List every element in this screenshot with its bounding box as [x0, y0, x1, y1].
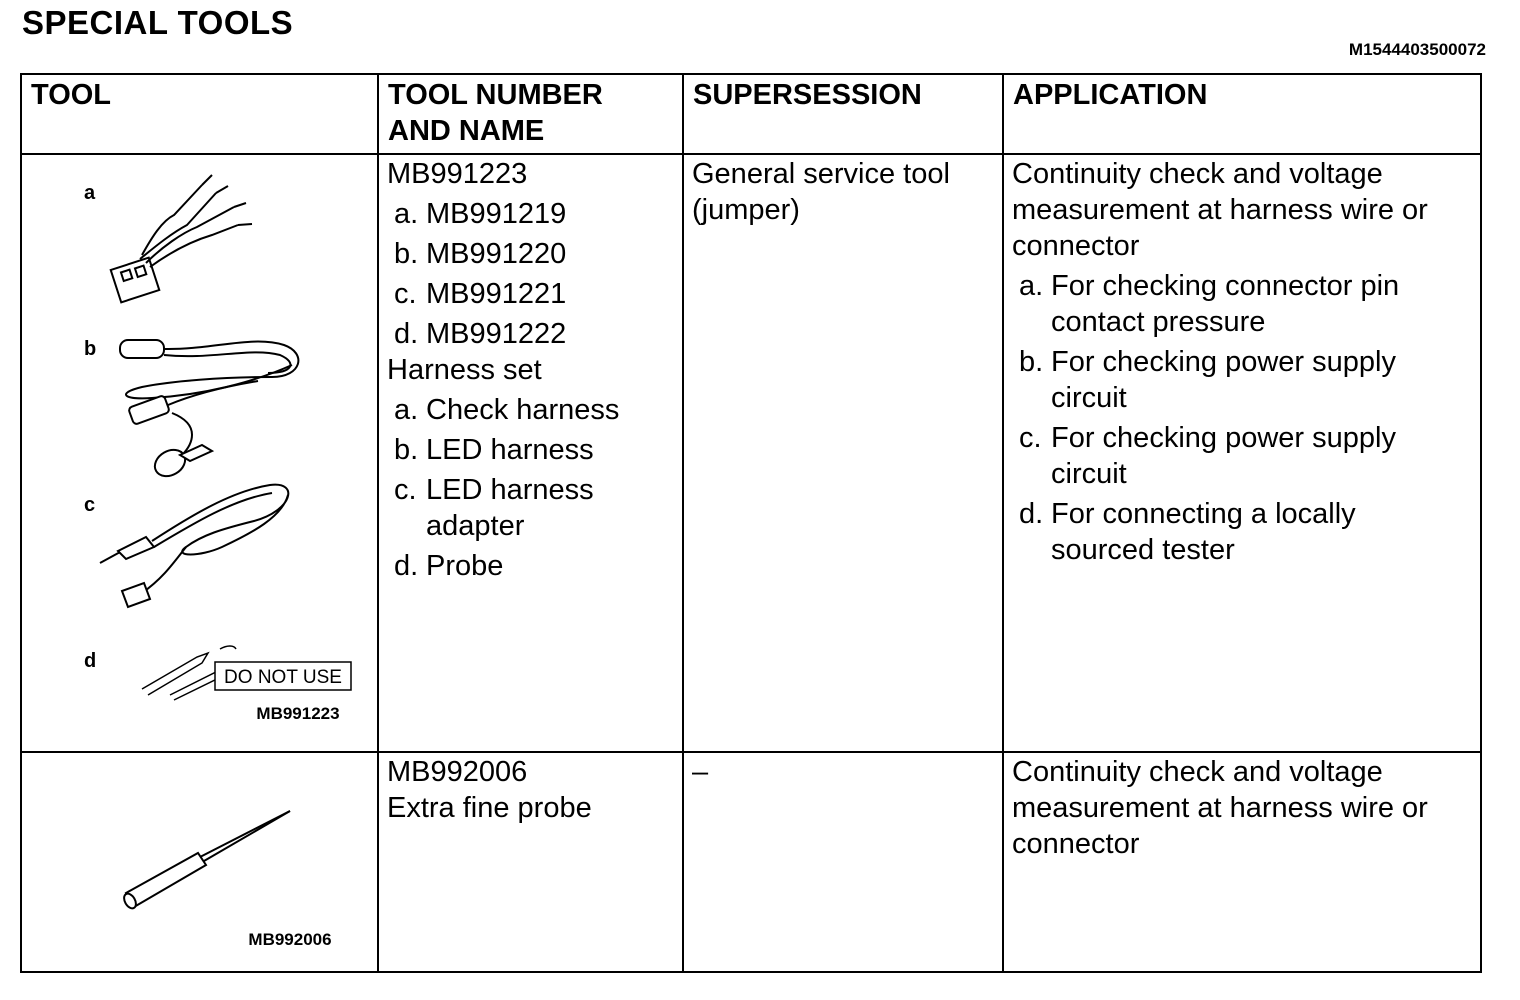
header-supersession: SUPERSESSION	[683, 74, 1003, 154]
component-item: b. LED harness	[394, 434, 594, 466]
tool-number-cell	[378, 752, 683, 972]
header-tool-number: TOOL NUMBER AND NAME	[378, 74, 683, 154]
led-harness-adapter-drawing	[100, 485, 288, 607]
tool-set-name: Harness set	[387, 354, 542, 386]
tool-illustration-cell	[21, 154, 378, 752]
illustration-label-d: d	[84, 650, 97, 672]
part-number-item: c. MB991221	[394, 278, 567, 310]
tool-number: MB992006	[387, 756, 528, 788]
application-text: connector	[1012, 828, 1140, 860]
supersession-cell	[683, 752, 1003, 972]
application-text: Continuity check and voltage	[1012, 158, 1383, 190]
tool-number: MB991223	[387, 158, 528, 190]
component-item: c. LED harness adapter	[394, 474, 594, 542]
table-row	[21, 154, 1481, 752]
table-header-row	[21, 74, 1481, 154]
do-not-use-stamp	[215, 662, 351, 690]
illustration-label-c: c	[84, 494, 96, 516]
harness-set-illustration	[22, 155, 377, 751]
supersession-text: General service tool	[692, 158, 950, 190]
tool-illustration-cell	[21, 752, 378, 972]
application-cell	[1003, 154, 1481, 752]
supersession-text: –	[692, 756, 709, 788]
header-application: APPLICATION	[1003, 74, 1481, 154]
illustration-label-a: a	[84, 182, 96, 204]
svg-text:DO NOT USE: DO NOT USE	[224, 667, 342, 688]
extra-fine-probe-illustration	[22, 753, 377, 971]
led-harness-drawing	[120, 340, 298, 481]
header-tool: TOOL	[21, 74, 378, 154]
check-harness-drawing	[111, 175, 252, 302]
application-item: d. For connecting a locally sourced tester	[1019, 498, 1356, 566]
document-id: M1544403500072	[1348, 40, 1486, 59]
tool-number-cell	[378, 154, 683, 752]
part-number-item: a. MB991219	[394, 198, 567, 230]
illustration-label-b: b	[84, 338, 97, 360]
tool-name: Extra fine probe	[387, 792, 592, 824]
application-cell	[1003, 752, 1481, 972]
part-number-item: d. MB991222	[394, 318, 567, 350]
supersession-text: (jumper)	[692, 194, 800, 226]
application-text: Continuity check and voltage	[1012, 756, 1383, 788]
extra-fine-probe-drawing	[122, 811, 290, 910]
application-item: b. For checking power supply circuit	[1019, 346, 1396, 414]
application-item: c. For checking power supply circuit	[1019, 422, 1396, 490]
component-item: a. Check harness	[394, 394, 620, 426]
illustration-caption: MB992006	[248, 930, 332, 949]
page-title: SPECIAL TOOLS	[22, 4, 294, 41]
special-tools-table	[20, 73, 1482, 973]
illustration-caption: MB991223	[256, 704, 340, 723]
component-item: d. Probe	[394, 550, 504, 582]
part-number-item: b. MB991220	[394, 238, 567, 270]
application-text: measurement at harness wire or	[1012, 792, 1428, 824]
supersession-cell	[683, 154, 1003, 752]
application-item: a. For checking connector pin contact pressure	[1019, 270, 1400, 338]
application-text: measurement at harness wire or	[1012, 194, 1428, 226]
application-text: connector	[1012, 230, 1140, 262]
table-row	[21, 752, 1481, 972]
